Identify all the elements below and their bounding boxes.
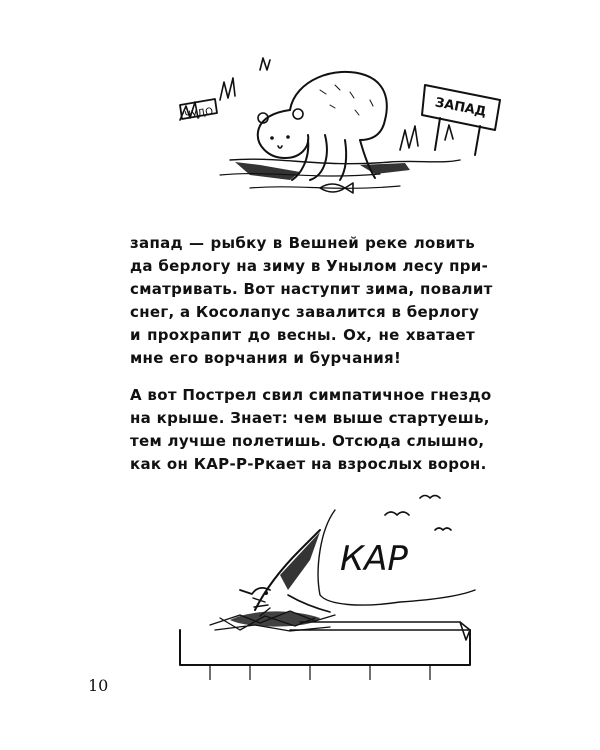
text-line: сматривать. Вот наступит зима, повалит bbox=[130, 280, 493, 298]
text-line: А вот Пострел свил симпатичное гнездо bbox=[130, 386, 492, 404]
text-line: на крыше. Знает: чем выше стартуешь, bbox=[130, 409, 490, 427]
bear-drawing bbox=[160, 40, 510, 210]
crow-nest-illustration bbox=[170, 490, 480, 680]
text-line: запад — рыбку в Вешней реке ловить bbox=[130, 234, 475, 252]
text-line: снег, а Косолапус завалится в берлогу bbox=[130, 303, 480, 321]
paragraph-1 bbox=[130, 232, 493, 370]
text-line: как он КАР-Р-Ркает на взрослых ворон. bbox=[130, 455, 487, 473]
sign-text: ЗАПАД bbox=[433, 95, 488, 120]
page-number: 10 bbox=[88, 676, 109, 695]
text-line: мне его ворчания и бурчания! bbox=[130, 349, 402, 367]
paragraph-2 bbox=[130, 384, 492, 476]
reversed-sign-text: ЧУДО bbox=[183, 106, 215, 122]
crow-drawing bbox=[170, 490, 480, 680]
bear-illustration bbox=[160, 40, 510, 210]
text-line: и прохрапит до весны. Ох, не хватает bbox=[130, 326, 475, 344]
text-line: тем лучше полетишь. Отсюда слышно, bbox=[130, 432, 485, 450]
shout-text: КАР bbox=[340, 539, 408, 579]
text-line: да берлогу на зиму в Унылом лесу при- bbox=[130, 257, 489, 275]
